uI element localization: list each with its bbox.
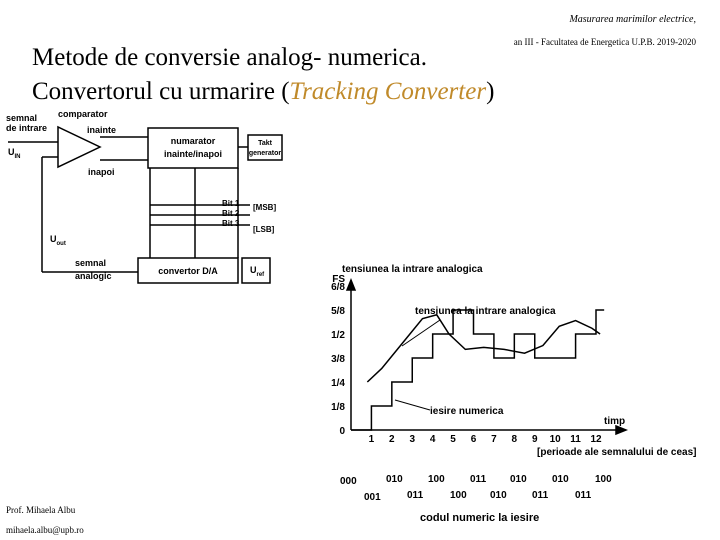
y-tick-label: 6/8 xyxy=(331,282,345,293)
university-header: an III - Facultatea de Energetica U.P.B. 2019-2020 xyxy=(513,37,696,47)
slide-title-line1: Metode de conversie analog- numerica. xyxy=(32,44,427,71)
code-bottom-2: 100 xyxy=(450,490,467,501)
analog-signal-label-1: semnal xyxy=(75,258,107,268)
code-bottom-3: 010 xyxy=(490,490,507,501)
x-tick-label: 4 xyxy=(429,434,436,445)
author-name: Prof. Mihaela Albu xyxy=(6,505,76,515)
bit1-label: Bit 1 xyxy=(222,199,240,208)
code-top-0: 000 xyxy=(340,476,357,487)
input-signal-label-1: semnal xyxy=(6,113,38,123)
backward-label: inapoi xyxy=(88,167,115,177)
code-top-4: 010 xyxy=(510,474,527,485)
title-accent: Tracking Converter xyxy=(289,78,487,105)
uref-subscript: ref xyxy=(256,272,265,278)
x-tick-label: 2 xyxy=(389,434,395,445)
code-top-5: 010 xyxy=(552,474,569,485)
y-tick-label: 1/8 xyxy=(331,402,345,413)
lsb-label: [LSB] xyxy=(253,225,275,234)
code-bottom-0: 001 xyxy=(364,492,381,503)
counter-label-1: numarator xyxy=(170,136,216,146)
clock-label-2: generator xyxy=(248,150,282,157)
x-tick-label: 6 xyxy=(470,434,477,445)
author-email: mihaela.albu@upb.ro xyxy=(6,525,84,535)
code-top-6: 100 xyxy=(595,474,612,485)
x-tick-label: 11 xyxy=(570,434,581,445)
dac-label: convertor D/A xyxy=(158,266,218,276)
y-tick-label: 0 xyxy=(339,426,345,437)
forward-label: inainte xyxy=(87,125,117,135)
x-tick-label: 10 xyxy=(549,434,561,445)
uref-symbol: U xyxy=(250,265,257,275)
y-tick-label: 1/4 xyxy=(331,378,345,389)
code-top-1: 010 xyxy=(386,474,403,485)
counter-label-2: inainte/inapoi xyxy=(163,149,223,159)
y-tick-label: FS xyxy=(332,274,345,285)
x-tick-label: 1 xyxy=(368,434,375,445)
x-tick-label: 12 xyxy=(590,434,602,445)
x-axis-sublabel: [perioade ale semnalului de ceas] xyxy=(537,447,697,458)
digital-annotation: iesire numerica xyxy=(430,406,504,417)
y-tick-label: 5/8 xyxy=(331,306,345,317)
uin-symbol: U xyxy=(8,147,15,157)
y-tick-label: 3/8 xyxy=(331,354,345,365)
comparator-label: comparator xyxy=(58,109,108,119)
course-header: Masurarea marimilor electrice, xyxy=(569,14,696,25)
x-tick-label: 9 xyxy=(531,434,538,445)
title-prefix: Convertorul cu urmarire ( xyxy=(32,78,290,105)
clock-label-1: Takt xyxy=(258,140,272,147)
code-top-3: 011 xyxy=(470,474,487,485)
uout-subscript: out xyxy=(56,241,66,247)
code-bottom-1: 011 xyxy=(407,490,424,501)
x-tick-label: 8 xyxy=(511,434,518,445)
x-tick-label: 3 xyxy=(409,434,416,445)
x-tick-label: 5 xyxy=(450,434,456,445)
title-suffix: ) xyxy=(486,78,495,105)
x-tick-label: 7 xyxy=(491,434,497,445)
code-bottom-4: 011 xyxy=(532,490,549,501)
code-bottom-5: 011 xyxy=(575,490,592,501)
uout-symbol: U xyxy=(50,234,57,244)
x-axis-label: timp xyxy=(604,416,626,427)
analog-signal-label-2: analogic xyxy=(75,271,112,281)
y-tick-label: 1/2 xyxy=(331,330,345,341)
uin-subscript: IN xyxy=(14,154,21,160)
msb-label: [MSB] xyxy=(253,203,277,212)
code-label: codul numeric la iesire xyxy=(420,512,540,524)
bit3-label: Bit 3 xyxy=(222,219,240,228)
code-top-2: 100 xyxy=(428,474,445,485)
chart-title: tensiunea la intrare analogica xyxy=(342,264,483,275)
input-signal-label-2: de intrare xyxy=(6,123,48,133)
bit2-label: Bit 2 xyxy=(222,209,240,218)
analog-annotation: tensiunea la intrare analogica xyxy=(415,306,556,317)
